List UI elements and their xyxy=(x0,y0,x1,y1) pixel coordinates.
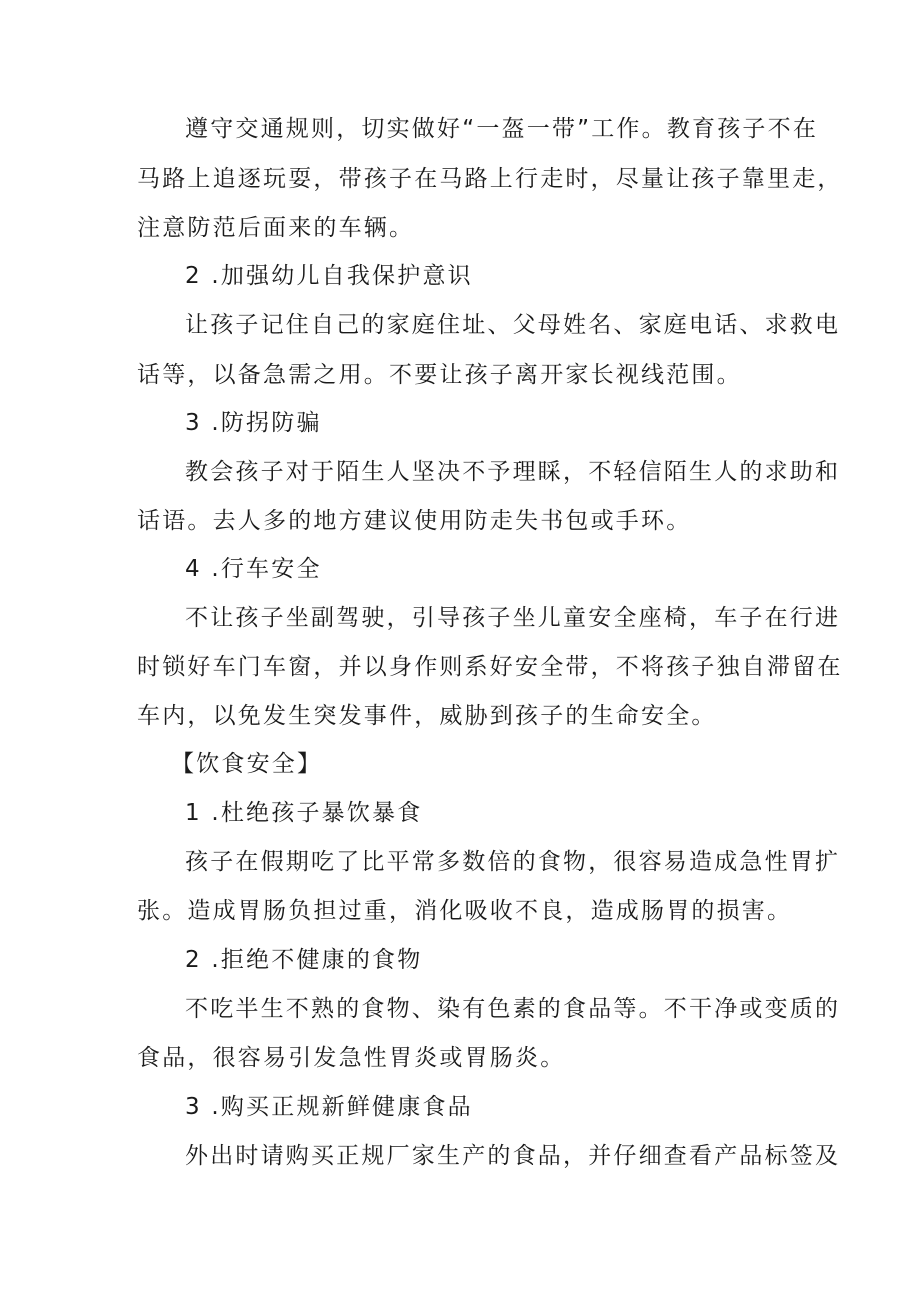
section-heading: 3 .防拐防骗 xyxy=(185,410,322,436)
paragraph-line: 话语。去人多的地方建议使用防走失书包或手环。 xyxy=(137,508,692,534)
section-heading: 4 .行车安全 xyxy=(185,556,322,582)
paragraph-line: 不让孩子坐副驾驶，引导孩子坐儿童安全座椅，车子在行进 xyxy=(185,605,841,631)
section-heading: 2 .加强幼儿自我保护意识 xyxy=(185,263,473,289)
section-heading: 3 .购买正规新鲜健康食品 xyxy=(185,1094,473,1120)
section-heading: 1 .杜绝孩子暴饮暴食 xyxy=(185,800,423,826)
paragraph-line: 孩子在假期吃了比平常多数倍的食物，很容易造成急性胃扩 xyxy=(185,849,841,875)
paragraph-line: 食品，很容易引发急性胃炎或胃肠炎。 xyxy=(137,1045,566,1071)
paragraph-line: 车内，以免发生突发事件，威胁到孩子的生命安全。 xyxy=(137,703,717,729)
paragraph-line: 时锁好车门车窗，并以身作则系好安全带，不将孩子独自滞留在 xyxy=(137,654,843,680)
paragraph-line: 外出时请购买正规厂家生产的食品，并仔细查看产品标签及 xyxy=(185,1143,841,1169)
section-heading: 2 .拒绝不健康的食物 xyxy=(185,947,423,973)
paragraph-line: 马路上追逐玩耍，带孩子在马路上行走时，尽量让孩子靠里走， xyxy=(137,166,843,192)
paragraph-line: 张。造成胃肠负担过重，消化吸收不良，造成肠胃的损害。 xyxy=(137,898,793,924)
paragraph-line: 注意防范后面来的车辆。 xyxy=(137,215,415,241)
paragraph-line: 让孩子记住自己的家庭住址、父母姓名、家庭电话、求救电 xyxy=(185,312,841,338)
paragraph-line: 不吃半生不熟的食物、染有色素的食品等。不干净或变质的 xyxy=(185,996,841,1022)
paragraph-line: 教会孩子对于陌生人坚决不予理睬，不轻信陌生人的求助和 xyxy=(185,459,841,485)
paragraph-line: 话等，以备急需之用。不要让孩子离开家长视线范围。 xyxy=(137,362,742,388)
category-heading: 【饮食安全】 xyxy=(171,751,323,777)
paragraph-line: 遵守交通规则，切实做好“一盔一带”工作。教育孩子不在 xyxy=(185,116,819,142)
